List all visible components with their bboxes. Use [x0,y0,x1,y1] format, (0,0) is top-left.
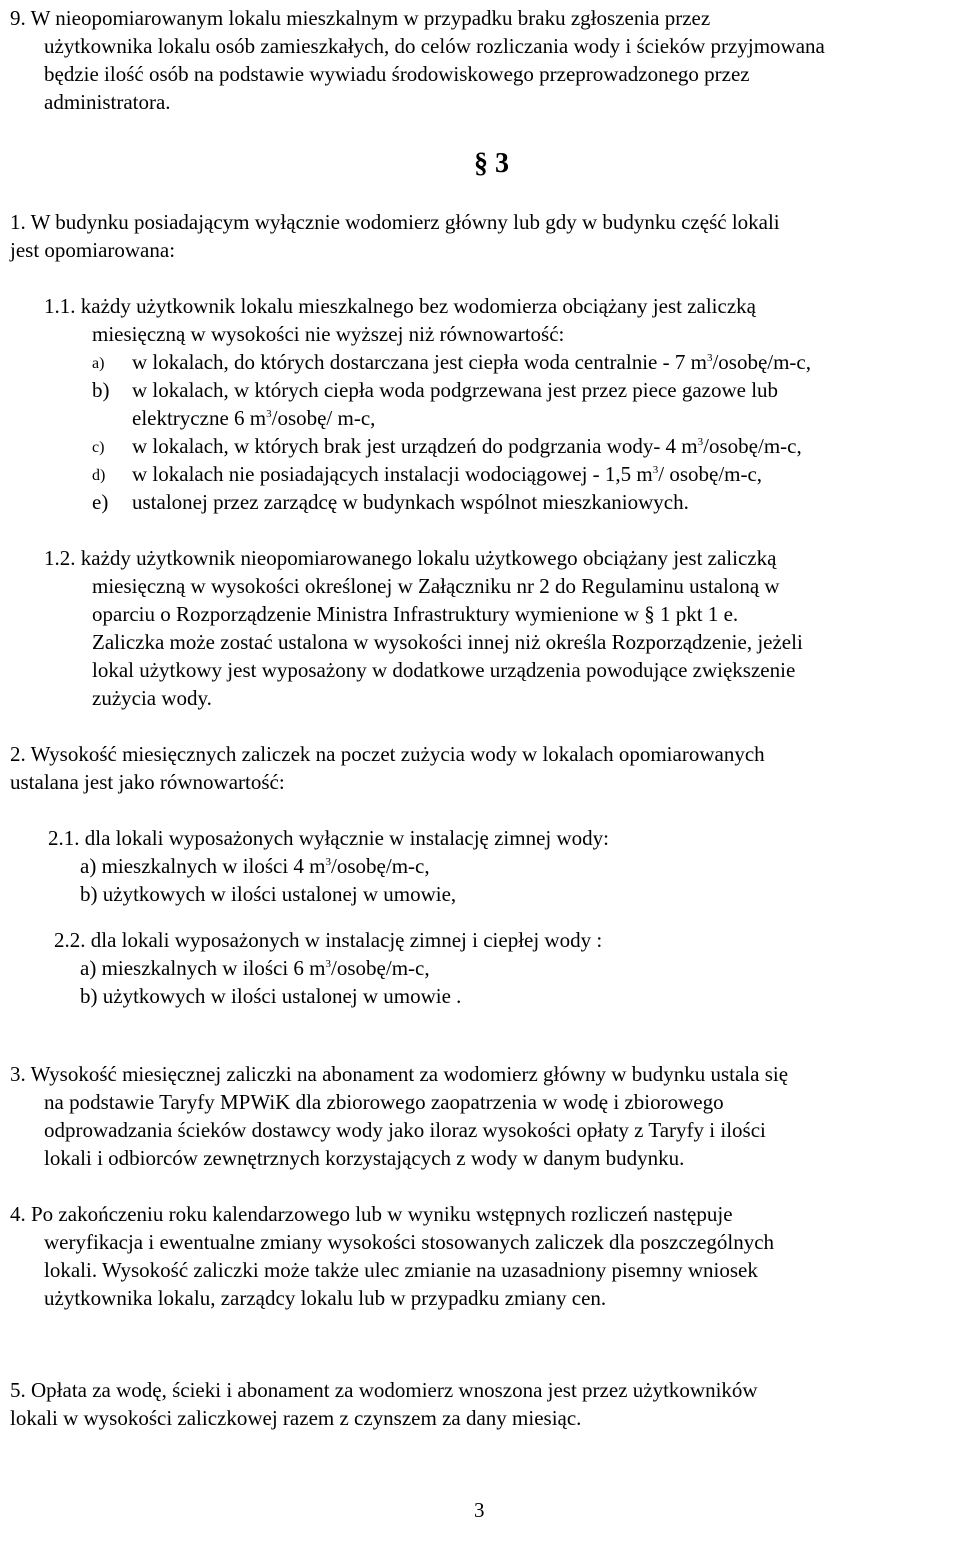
item-b-text-line-2 [132,404,375,432]
item-a-body: w lokalach, do których dostarczana jest ciepła woda centralnie - 7 m [132,350,707,374]
item-b-unit: /osobę/ m-c, [271,406,376,430]
item-4-line-4: użytkownika lokalu, zarządcy lokalu lub w przypadku zmiany cen. [44,1286,607,1310]
para-9-line-3: będzie ilość osób na podstawie wywiadu środowiskowego przeprowadzonego przez [44,62,750,86]
superscript: 3 [266,408,272,420]
superscript: 3 [652,464,659,476]
item-4-line-2: weryfikacja i ewentualne zmiany wysokości stosowanych zaliczek dla poszczególnych [44,1230,775,1254]
superscript: 3 [697,436,704,448]
page-number: 3 [474,1498,485,1522]
para-9-line-2: użytkownika lokalu osób zamieszkałych, do celów rozliczania wody i ścieków przyjmowana [44,34,825,58]
para-9-line-4: administratora. [44,90,171,114]
item-3-line-1: 3. Wysokość miesięcznej zaliczki na abonament za wodomierz główny w budynku ustala się [10,1062,789,1086]
item-2-2-a-unit: /osobę/m-c, [331,956,430,980]
item-2-1-b: b) użytkowych w ilości ustalonej w umowie, [80,882,457,906]
item-c-label: c) [92,439,105,456]
item-1-2-line-3: oparciu o Rozporządzenie Ministra Infrastruktury wymienione w § 1 pkt 1 e. [92,602,739,626]
item-1-2-line-1: 1.2. każdy użytkownik nieopomiarowanego lokalu użytkowego obciążany jest zaliczką [44,546,777,570]
item-c-unit: /osobę/m-c, [703,434,802,458]
item-d-unit: / osobę/m-c, [658,462,763,486]
item-1-line-1: 1. W budynku posiadającym wyłącznie wodomierz główny lub gdy w budynku część lokali [10,210,780,234]
item-e-label: e) [92,490,109,514]
item-b-label: b) [92,378,110,402]
item-d-body: w lokalach nie posiadających instalacji wodociągowej - 1,5 m [132,462,653,486]
item-d-label: d) [92,467,106,484]
item-1-2-line-5: lokal użytkowy jest wyposażony w dodatkowe urządzenia powodujące zwiększenie [92,658,796,682]
section-heading: § 3 [474,148,509,179]
item-a-unit: /osobę/m-c, [712,350,811,374]
superscript: 3 [325,856,332,868]
item-3-line-4: lokali i odbiorców zewnętrznych korzystających z wody w danym budynku. [44,1146,685,1170]
para-9-line-1: 9. W nieopomiarowanym lokalu mieszkalnym w przypadku braku zgłoszenia przez [10,6,711,30]
superscript: 3 [706,352,713,364]
item-3-line-3: odprowadzania ścieków dostawcy wody jako iloraz wysokości opłaty z Taryfy i ilości [44,1118,766,1142]
item-a-text [132,348,811,376]
item-2-1-heading: 2.1. dla lokali wyposażonych wyłącznie w instalację zimnej wody: [48,826,610,850]
item-1-2-line-6: zużycia wody. [92,686,212,710]
item-3-line-2: na podstawie Taryfy MPWiK dla zbiorowego zaopatrzenia w wodę i zbiorowego [44,1090,724,1114]
item-c-body: w lokalach, w których brak jest urządzeń do podgrzania wody- 4 m [132,434,698,458]
item-1-1-line-1: 1.1. każdy użytkownik lokalu mieszkalnego bez wodomierza obciążany jest zaliczką [44,294,756,318]
item-b-body: elektryczne 6 m [132,406,267,430]
item-a-label: a) [92,355,105,372]
item-1-2-line-4: Zaliczka może zostać ustalona w wysokości innej niż określa Rozporządzenie, jeżeli [92,630,803,654]
item-1-2-line-2: miesięczną w wysokości określonej w Załączniku nr 2 do Regulaminu ustaloną w [92,574,780,598]
item-2-2-a-body: a) mieszkalnych w ilości 6 m [80,956,326,980]
item-5-line-1: 5. Opłata za wodę, ścieki i abonament za wodomierz wnoszona jest przez użytkowników [10,1378,758,1402]
item-e-text: ustalonej przez zarządcę w budynkach wspólnot mieszkaniowych. [132,490,689,514]
item-d-text [132,460,762,488]
item-2-line-1: 2. Wysokość miesięcznych zaliczek na poczet zużycia wody w lokalach opomiarowanych [10,742,765,766]
superscript: 3 [325,958,332,970]
item-2-2-a [80,954,430,982]
item-2-2-heading: 2.2. dla lokali wyposażonych w instalację zimnej i ciepłej wody : [54,928,603,952]
item-1-line-2: jest opomiarowana: [10,238,176,262]
item-b-text-line-1: w lokalach, w których ciepła woda podgrzewana jest przez piece gazowe lub [132,378,779,402]
item-4-line-1: 4. Po zakończeniu roku kalendarzowego lub w wyniku wstępnych rozliczeń następuje [10,1202,733,1226]
item-c-text [132,432,802,460]
item-4-line-3: lokali. Wysokość zaliczki może także ulec zmianie na uzasadniony pisemny wniosek [44,1258,758,1282]
item-2-line-2: ustalana jest jako równowartość: [10,770,285,794]
item-2-1-a [80,852,430,880]
item-5-line-2: lokali w wysokości zaliczkowej razem z czynszem za dany miesiąc. [10,1406,582,1430]
item-2-1-a-unit: /osobę/m-c, [331,854,430,878]
item-1-1-line-2: miesięczną w wysokości nie wyższej niż równowartość: [92,322,565,346]
item-2-1-a-body: a) mieszkalnych w ilości 4 m [80,854,326,878]
item-2-2-b: b) użytkowych w ilości ustalonej w umowie . [80,984,462,1008]
